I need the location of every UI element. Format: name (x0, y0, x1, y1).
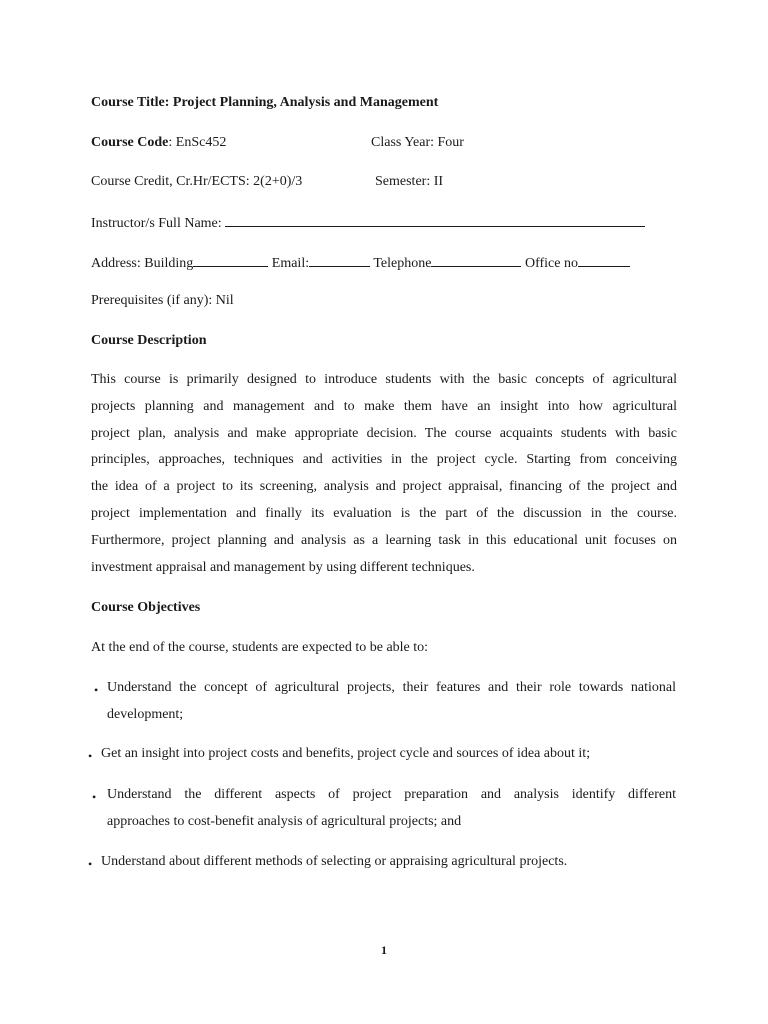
objective-item (107, 675, 676, 729)
objective-line: development; (107, 706, 184, 722)
email-blank (309, 253, 370, 267)
objective-line: Understand the different aspects of project preparation and analysis identify different (107, 787, 676, 802)
objective-line: approaches to cost-benefit analysis of agricultural projects; and (107, 813, 462, 829)
prerequisites: Prerequisites (if any): Nil (91, 293, 234, 308)
bullet-icon: • (88, 749, 93, 763)
description-line: principles, approaches, techniques and activities in the project cycle. Starting from conceiving (91, 452, 677, 468)
course-description-paragraph (91, 367, 677, 581)
course-code-label: Course Code (91, 135, 169, 150)
bullet-icon: • (92, 790, 97, 804)
address-building-label: Address: Building (91, 256, 194, 271)
objective-item: Get an insight into project costs and benefits, project cycle and sources of idea about it; (101, 746, 591, 761)
class-year: Class Year: Four (371, 135, 464, 150)
semester: Semester: II (375, 174, 444, 189)
course-code-value: : EnSc452 (168, 135, 227, 150)
address-line (91, 253, 630, 273)
course-description-heading: Course Description (91, 333, 207, 348)
objective-line: Understand the concept of agricultural projects, their features and their role towards national (107, 680, 676, 695)
description-line: This course is primarily designed to introduce students with the basic concepts of agricultural (91, 372, 677, 387)
description-line: project plan, analysis and make appropriate decision. The course acquaints students with basic (91, 425, 677, 441)
bullet-icon: • (94, 683, 99, 697)
office-blank (578, 253, 630, 267)
description-line: projects planning and management and to make them have an insight into how agricultural (91, 398, 677, 414)
objective-item: Understand about different methods of selecting or appraising agricultural projects. (101, 854, 568, 869)
bullet-icon: • (88, 857, 93, 871)
description-line: project implementation and finally its evaluation is the part of the discussion in the course. (91, 505, 677, 521)
page-number: 1 (381, 943, 387, 957)
objective-item (107, 782, 676, 836)
telephone-blank (431, 253, 521, 267)
email-label: Email: (271, 256, 310, 271)
description-line: investment appraisal and management by using different techniques. (91, 559, 475, 575)
course-objectives-heading: Course Objectives (91, 600, 201, 615)
instructor-line (91, 213, 645, 233)
building-blank (193, 253, 268, 267)
instructor-name-blank (225, 213, 645, 227)
objectives-intro: At the end of the course, students are expected to be able to: (91, 640, 429, 655)
description-line: Furthermore, project planning and analysis as a learning task in this educational unit focuses on (91, 532, 677, 548)
office-label: Office no (524, 256, 578, 271)
instructor-label: Instructor/s Full Name: (91, 216, 222, 231)
course-title-label: Course Title: (91, 95, 170, 110)
course-code-line (91, 134, 226, 152)
course-credit: Course Credit, Cr.Hr/ECTS: 2(2+0)/3 (91, 174, 303, 189)
course-title: Project Planning, Analysis and Management (172, 95, 439, 110)
course-title-line (91, 94, 438, 112)
description-line: the idea of a project to its screening, analysis and project appraisal, financing of the project and (91, 479, 677, 495)
telephone-label: Telephone (373, 256, 432, 271)
